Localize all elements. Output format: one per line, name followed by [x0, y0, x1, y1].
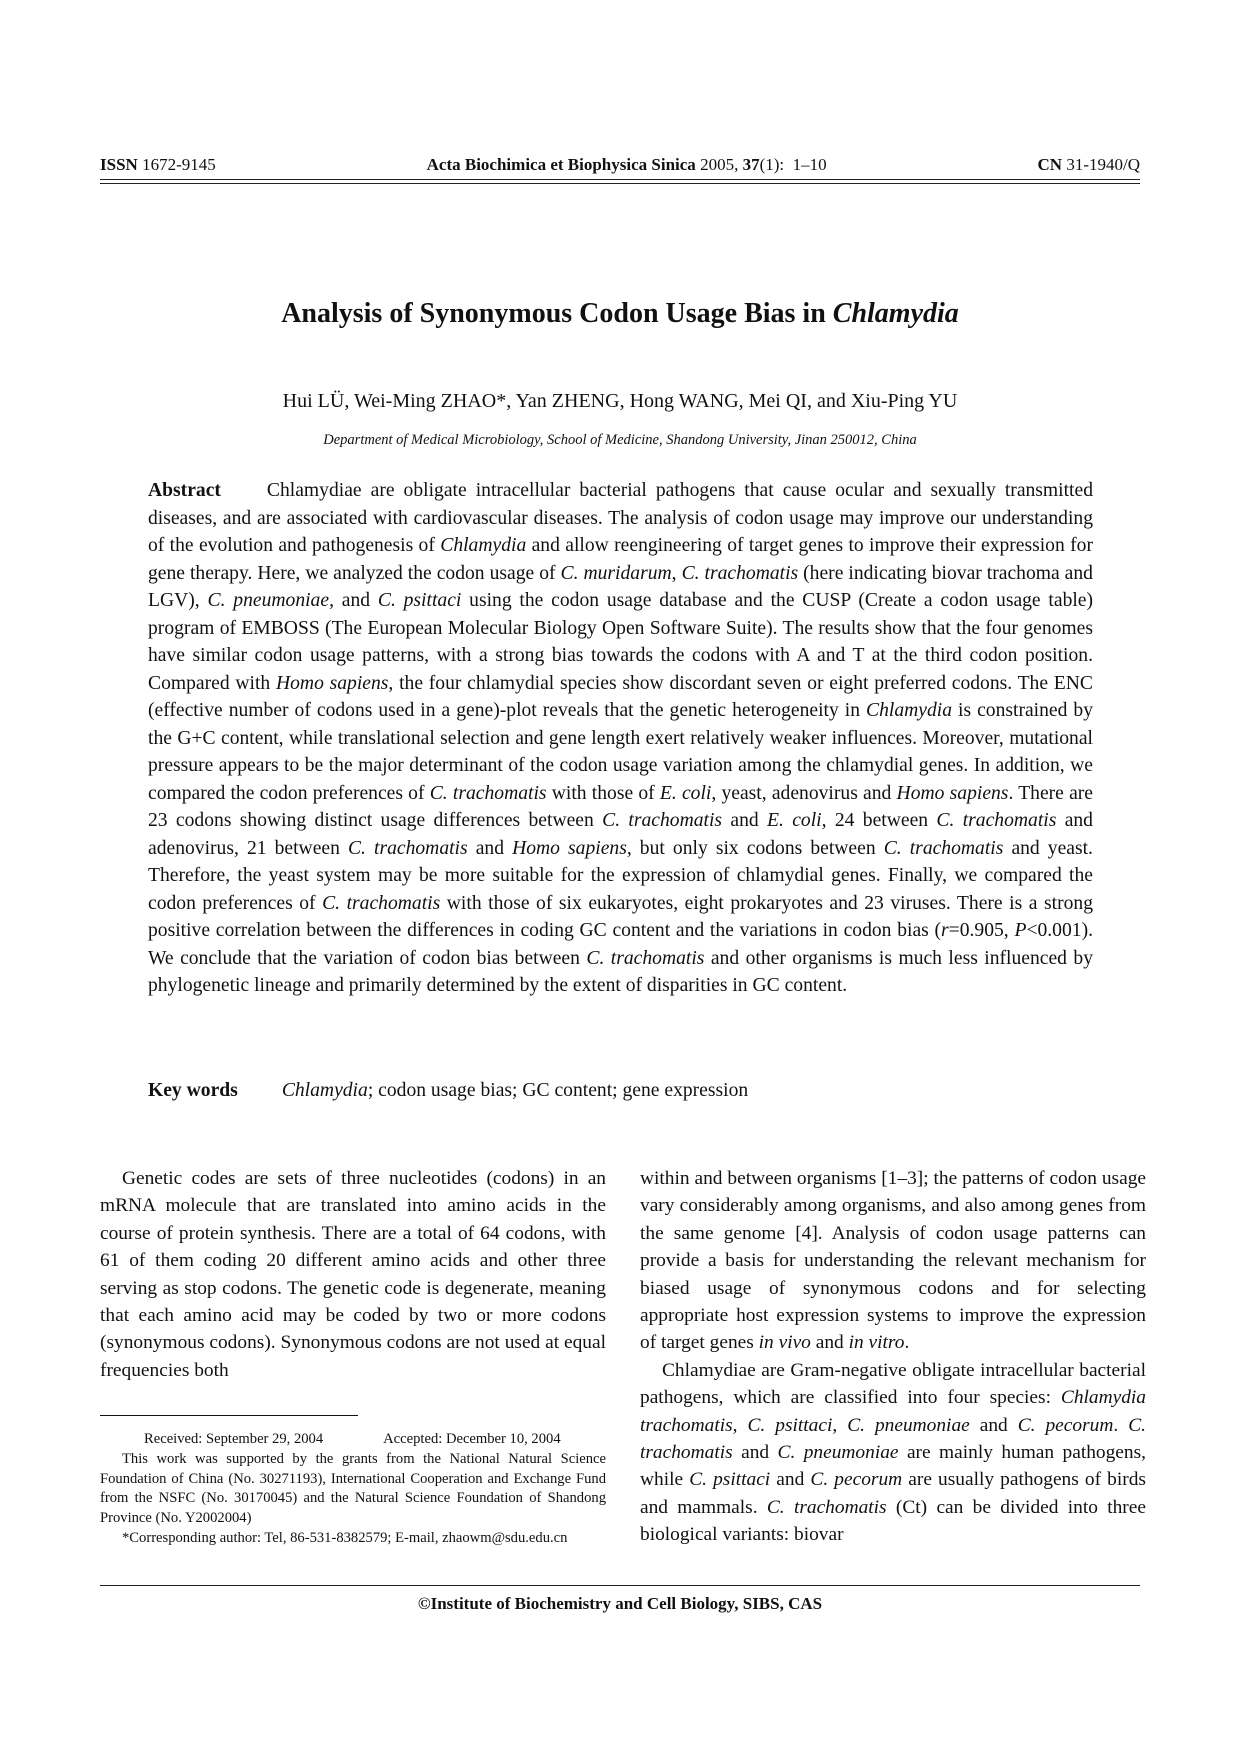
copyright-notice: ©Institute of Biochemistry and Cell Biology, SIBS, CAS	[417, 1594, 823, 1613]
footnotes	[100, 1430, 606, 1549]
footnote-corresponding: *Corresponding author: Tel, 86-531-8382579; E-mail, zhaowm@sdu.edu.cn	[122, 1529, 568, 1546]
header-rule-top	[100, 179, 1140, 180]
paragraph: Chlamydiae are Gram-negative obligate intracellular bacterial pathogens, which are classified into four species: Chlamydia trachomatis, C. psittaci, C. pneumoniae and C. pecorum. C. trachomatis and C. pneumoniae are mainly human pathogens, while C. psittaci and C. pecorum are usually pathogens of birds and mammals. C. trachomatis (Ct) can be divided into three biological variants: biovar	[640, 1359, 1146, 1546]
footnote-rule	[100, 1415, 358, 1416]
body-column-left	[100, 1165, 606, 1384]
paragraph: within and between organisms [1–3]; the patterns of codon usage vary considerably among organisms, and also among genes from the same genome [4]. Analysis of codon usage patterns can provide a basis for understanding the relevant mechanism for biased usage of synonymous codons and for selecting appropriate host expression systems to improve the expression of target genes in vivo and in vitro.	[640, 1168, 1146, 1354]
keywords: Key words Chlamydia; codon usage bias; GC content; gene expression	[148, 1080, 749, 1101]
body-column-right	[640, 1165, 1146, 1549]
abstract-label: Abstract	[148, 480, 221, 501]
cn-number: CN 31-1940/Q	[1037, 155, 1140, 174]
paragraph: Genetic codes are sets of three nucleotides (codons) in an mRNA molecule that are translated into amino acids in the course of protein synthesis. There are a total of 64 codons, with 61 of them coding 20 different amino acids and other three serving as stop codons. The genetic code is degenerate, meaning that each amino acid may be coded by two or more codons (synonymous codons). Synonymous codons are not used at equal frequencies both	[100, 1168, 606, 1381]
issn: ISSN 1672-9145	[100, 155, 216, 174]
affiliation: Department of Medical Microbiology, School of Medicine, Shandong University, Jinan 250012, China	[323, 432, 917, 448]
footnote-dates: Received: September 29, 2004 Accepted: December 10, 2004	[144, 1431, 561, 1447]
header-rule-bottom	[100, 183, 1140, 184]
keywords-label: Key words	[148, 1080, 238, 1101]
journal-citation: Acta Biochimica et Biophysica Sinica 2005, 37(1): 1–10	[426, 155, 827, 174]
footnote-funding: This work was supported by the grants from the National Natural Science Foundation of China (No. 30271193), International Cooperation and Exchange Fund from the NSFC (No. 30170045) and the Natural Science Foundation of Shandong Province (No. Y2002004)	[100, 1450, 606, 1527]
abstract: Abstract Chlamydiae are obligate intracellular bacterial pathogens that cause ocular and sexually transmitted diseases, and are associated with cardiovascular diseases. The analysis of codon usage may improve our understanding of the evolution and pathogenesis of Chlamydia and allow reengineering of target genes to improve their expression for gene therapy. Here, we analyzed the codon usage of C. muridarum, C. trachomatis (here indicating biovar trachoma and LGV), C. pneumoniae, and C. psittaci using the codon usage database and the CUSP (Create a codon usage table) program of EMBOSS (The European Molecular Biology Open Software Suite). The results show that the four genomes have similar codon usage patterns, with a strong bias towards the codons with A and T at the third codon position. Compared with Homo sapiens, the four chlamydial species show discordant seven or eight preferred codons. The ENC (effective number of codons used in a gene)-plot reveals that the genetic heterogeneity in Chlamydia is constrained by the G+C content, while translational selection and gene length exert relatively weaker influences. Moreover, mutational pressure appears to be the major determinant of the codon usage variation among the chlamydial genes. In addition, we compared the codon preferences of C. trachomatis with those of E. coli, yeast, adenovirus and Homo sapiens. There are 23 codons showing distinct usage differences between C. trachomatis and E. coli, 24 between C. trachomatis and adenovirus, 21 between C. trachomatis and Homo sapiens, but only six codons between C. trachomatis and yeast. Therefore, the yeast system may be more suitable for the expression of chlamydial genes. Finally, we compared the codon preferences of C. trachomatis with those of six eukaryotes, eight prokaryotes and 23 viruses. There is a strong positive correlation between the differences in coding GC content and the variations in codon bias (r=0.905, P<0.001). We conclude that the variation of codon bias between C. trachomatis and other organisms is much less influenced by phylogenetic lineage and primarily determined by the extent of disparities in GC content.	[148, 480, 1094, 996]
article-title: Analysis of Synonymous Codon Usage Bias in Chlamydia	[281, 298, 959, 329]
footer-rule	[100, 1585, 1140, 1586]
author-list: Hui LÜ, Wei-Ming ZHAO*, Yan ZHENG, Hong WANG, Mei QI, and Xiu-Ping YU	[282, 390, 958, 412]
running-header	[100, 155, 1140, 177]
